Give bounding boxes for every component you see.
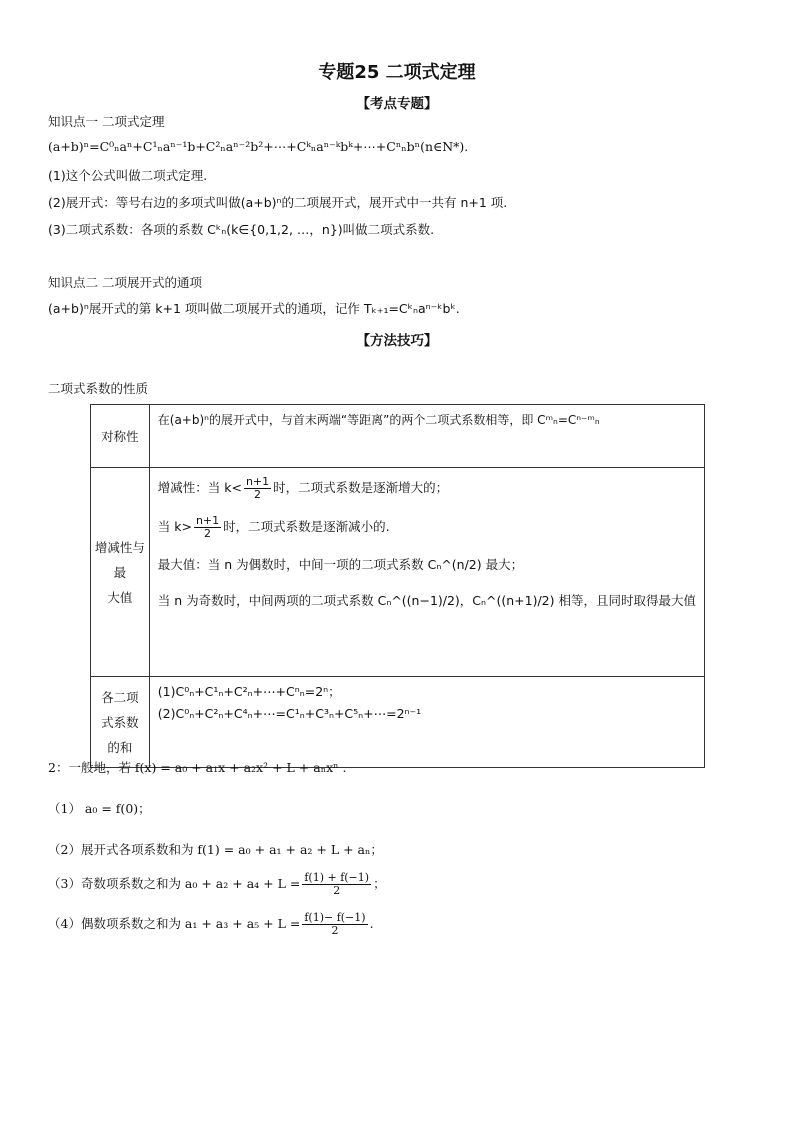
section-header-kaodian: 【考点专题】 xyxy=(356,96,438,112)
row-head-monotonic xyxy=(91,468,150,677)
row-head-line: 各二项 xyxy=(101,689,139,705)
p3-end: ； xyxy=(373,876,386,891)
fraction-numerator: n+1 xyxy=(195,514,220,527)
fraction-denominator: 2 xyxy=(331,924,339,937)
table-row xyxy=(91,405,705,468)
section-header-fangfa: 【方法技巧】 xyxy=(356,333,438,349)
fraction-denominator: 2 xyxy=(254,488,262,501)
decrease-pre: 当 k> xyxy=(157,519,192,534)
table-row xyxy=(91,677,705,768)
properties-table xyxy=(90,404,705,768)
p4-end: . xyxy=(369,916,374,931)
kp1-item1: (1)这个公式叫做二项式定理. xyxy=(48,168,208,183)
increase-pre: 增减性：当 k< xyxy=(157,480,242,495)
fraction xyxy=(194,515,221,540)
fraction-denominator: 2 xyxy=(204,527,212,540)
kp1-item3: (3)二项式系数：各项的系数 Cᵏₙ(k∈{0,1,2, …，n})叫做二项式系数. xyxy=(48,222,435,237)
fraction-numerator: n+1 xyxy=(245,475,270,488)
general-p4 xyxy=(48,912,374,937)
sum-line-1: (1)C⁰ₙ+C¹ₙ+C²ₙ+⋯+Cⁿₙ=2ⁿ； xyxy=(157,684,341,699)
p3-pre: （3）奇数项系数之和为 a₀ + a₂ + a₄ + L = xyxy=(48,876,301,891)
binomial-formula: (a+b)ⁿ=C⁰ₙaⁿ+C¹ₙaⁿ⁻¹b+C²ₙaⁿ⁻²b²+⋯+Cᵏₙaⁿ⁻ᵏbᵏ+⋯+Cⁿₙbⁿ(n∈N*). xyxy=(48,139,469,154)
fraction xyxy=(302,872,371,897)
kp1-item2: (2)展开式：等号右边的多项式叫做(a+b)ⁿ的二项展开式，展开式中一共有 n+1 项. xyxy=(48,195,508,210)
row-head-line: 的和 xyxy=(107,739,133,755)
row-head-line: 大值 xyxy=(107,589,133,605)
fraction-denominator: 2 xyxy=(333,884,341,897)
row-head-line: 增减性与最 xyxy=(94,539,145,580)
kp1-heading: 知识点一 二项式定理 xyxy=(48,114,165,129)
row-head-line: 式系数 xyxy=(101,714,139,730)
kp2-heading: 知识点二 二项展开式的通项 xyxy=(48,275,202,290)
max-odd-line: 当 n 为奇数时，中间两项的二项式系数 Cₙ^((n−1)/2)，Cₙ^((n+1)/2) 相等，且同时取得最大值 xyxy=(157,593,696,608)
symmetry-line: 在(a+b)ⁿ的展开式中，与首末两端“等距离”的两个二项式系数相等，即 Cᵐₙ=Cⁿ⁻ᵐₙ xyxy=(157,413,600,427)
properties-label: 二项式系数的性质 xyxy=(48,381,149,396)
table-row xyxy=(91,468,705,677)
page-title: 专题25 二项式定理 xyxy=(318,62,476,83)
row-head-sum xyxy=(91,677,150,768)
symmetry-text xyxy=(149,405,704,468)
max-even-line: 最大值：当 n 为偶数时，中间一项的二项式系数 Cₙ^(n/2) 最大； xyxy=(157,557,524,572)
fraction-numerator: f(1)− f(−1) xyxy=(304,911,366,924)
sum-line-2: (2)C⁰ₙ+C²ₙ+C⁴ₙ+⋯=C¹ₙ+C³ₙ+C⁵ₙ+⋯=2ⁿ⁻¹ xyxy=(157,706,422,721)
row-head-symmetry: 对称性 xyxy=(91,405,150,468)
fraction xyxy=(244,476,271,501)
general-p3 xyxy=(48,872,386,897)
general-intro: 2：一般地，若 f(x) = a₀ + a₁x + a₂x² + L + aₙxⁿ . xyxy=(48,760,347,775)
fraction xyxy=(302,912,367,937)
sum-text xyxy=(149,677,704,768)
fraction-numerator: f(1) + f(−1) xyxy=(304,871,370,884)
increase-line xyxy=(158,476,696,501)
monotonic-text xyxy=(149,468,704,677)
kp2-general-term: (a+b)ⁿ展开式的第 k+1 项叫做二项展开式的通项，记作 Tₖ₊₁=Cᵏₙaⁿ⁻ᵏbᵏ. xyxy=(48,301,460,316)
general-p1: （1） a₀ = f(0)； xyxy=(48,801,151,816)
increase-post: 时，二项式系数是逐渐增大的； xyxy=(273,480,449,495)
decrease-line xyxy=(158,515,696,540)
general-p2: （2）展开式各项系数和为 f(1) = a₀ + a₁ + a₂ + L + aₙ； xyxy=(48,842,383,857)
p4-pre: （4）偶数项系数之和为 a₁ + a₃ + a₅ + L = xyxy=(48,916,301,931)
decrease-post: 时，二项式系数是逐渐减小的. xyxy=(223,519,390,534)
